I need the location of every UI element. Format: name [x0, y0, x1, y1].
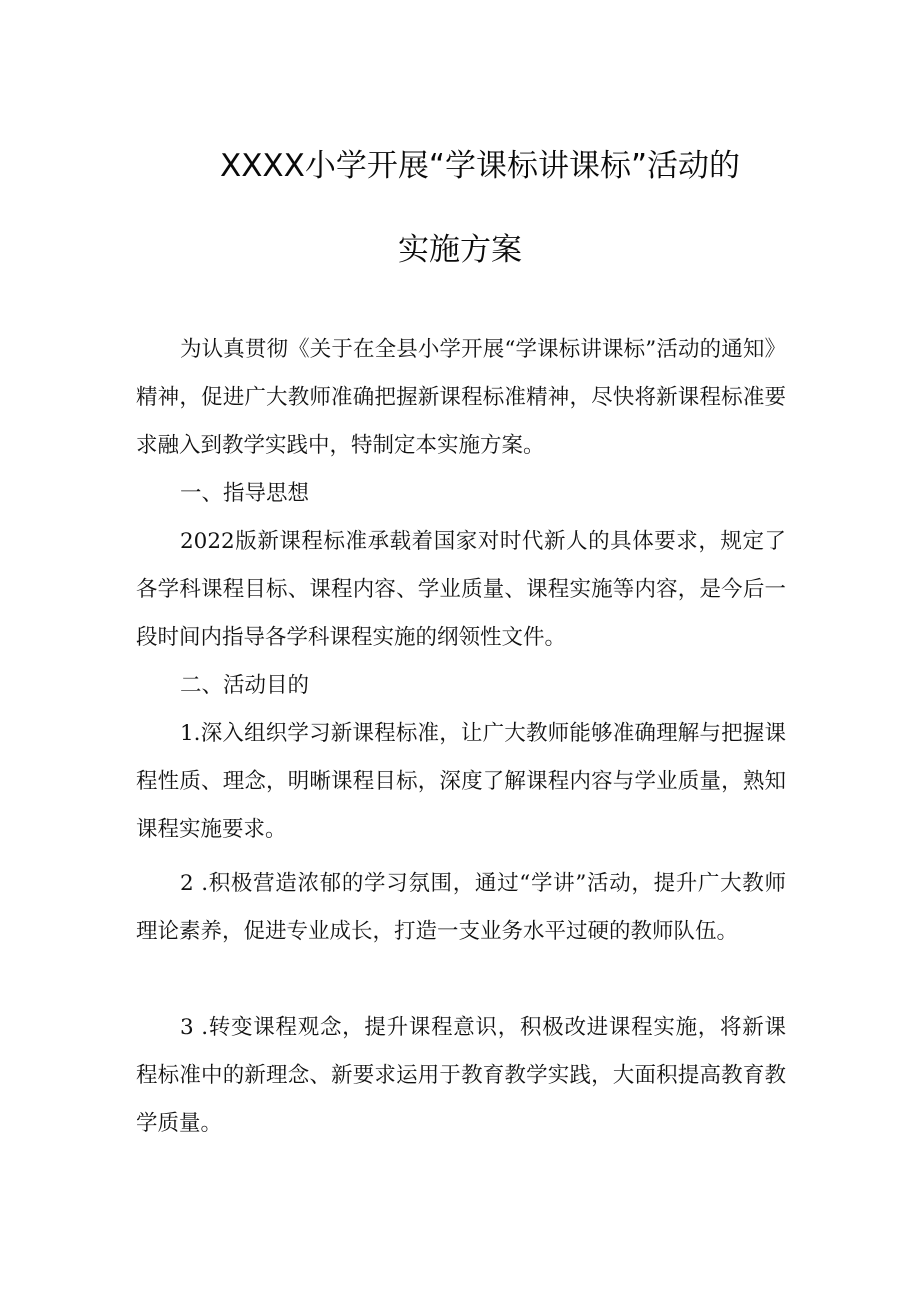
- section-heading-activity-purpose: 二、活动目的: [180, 673, 310, 698]
- purpose-item-2: 2 .积极营造浓郁的学习氛围，通过“学讲”活动，提升广大教师理论素养，促进专业成长，打造一支业务水平过硬的教师队伍。: [136, 871, 786, 944]
- purpose-item-3: 3 .转变课程观念，提升课程意识，积极改进课程实施，将新课程标准中的新理念、新要求运用于教育教学实践，大面积提高教育教学质量。: [136, 1015, 786, 1136]
- section-body-guiding-ideology: 2022版新课程标准承载着国家对时代新人的具体要求，规定了各学科课程目标、课程内容、学业质量、课程实施等内容，是今后一段时间内指导各学科课程实施的纲领性文件。: [136, 529, 786, 650]
- intro-paragraph: 为认真贯彻《关于在全县小学开展“学课标讲课标”活动的通知》精神，促进广大教师准确把握新课程标准精神，尽快将新课程标准要求融入到教学实践中，特制定本实施方案。: [136, 337, 786, 458]
- document-title-line-2: 实施方案: [398, 232, 522, 268]
- document-title-line-1: XXXX小学开展“学课标讲课标”活动的: [219, 148, 741, 184]
- section-heading-guiding-ideology: 一、指导思想: [180, 481, 310, 506]
- purpose-item-1: 1.深入组织学习新课程标准，让广大教师能够准确理解与把握课程性质、理念，明晰课程目标，深度了解课程内容与学业质量，熟知课程实施要求。: [136, 721, 786, 842]
